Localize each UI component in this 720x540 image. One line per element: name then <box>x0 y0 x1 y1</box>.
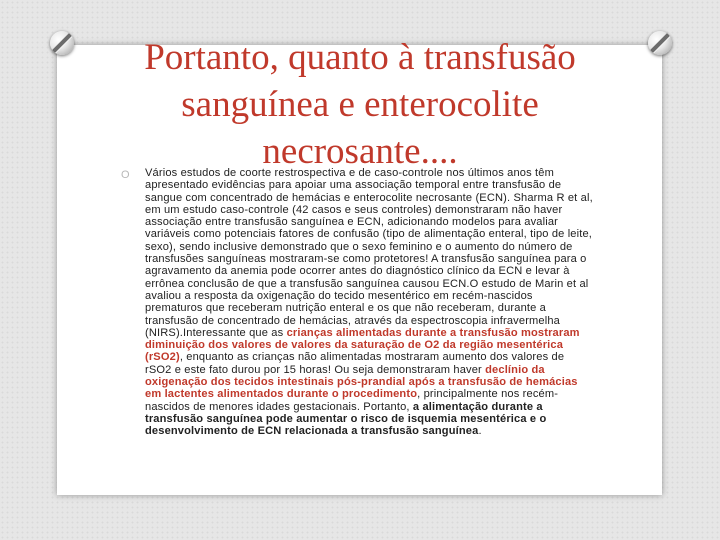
highlight-text-1: crianças alimentadas durante a transfusão mostraram diminuição dos valores de valores da saturação de O2 da região mesentérica (rSO2) <box>145 326 580 364</box>
slide-body <box>145 167 593 438</box>
bold-conclusion: a alimentação durante a transfusão sanguínea pode aumentar o risco de isquemia mesentérica e o desenvolvimento de ECN relacionada a transfusão sanguínea <box>145 400 547 438</box>
pushpin-icon <box>50 31 74 55</box>
slide-title: Portanto, quanto à transfusão sanguínea e enterocolite necrosante.... <box>144 37 576 172</box>
body-text-3: , principalmente nos recém-nascidos de menores idades gestacionais. Portanto, <box>145 388 559 413</box>
pushpin-icon <box>648 31 672 55</box>
bullet-marker: O <box>121 169 130 181</box>
body-text-4: . <box>478 425 482 438</box>
body-text-1: Vários estudos de coorte restrospectiva e de caso-controle nos últimos anos têm apresentado evidências para apoiar uma associação temporal entre transfusão de sangue com concentrado de hemácias e enterocolite necrosante (ECN). Sharma R et al, em um estudo caso-controle (42 casos e seus controles) demonstraram não haver associação entre transfusão sanguínea e ECN, adicionando modelos para avaliar variáveis como potenciais fatores de confusão (tipo de alimentação enteral, tipo de leite, sexo), sendo inclusive demonstrado que o sexo feminino e o aumento do número de transfusões sanguíneas mostraram-se como protetores! A transfusão sanguínea para o agravamento da anemia pode ocorrer antes do diagnóstico clínico da ECN e levar à errônea conclusão de que a transfusão sanguínea causou ECN.O estudo de Marin et al avaliou a resposta da oxigenação do tecido mesentérico em recém-nascidos prematuros que receberam nutrição enteral e os que não receberam, durante a transfusão de concentrado de hemácias, através da espectroscopia infravermelha (NIRS).Interessante que as <box>145 167 593 339</box>
body-text-2: , enquanto as crianças não alimentadas mostraram aumento dos valores de rSO2 e este fato durou por 15 horas! Ou seja demonstraram haver <box>145 351 565 376</box>
highlight-text-2: declínio da oxigenação dos tecidos intestinais pós-prandial após a transfusão de hemácias em lactentes alimentados durante o procedimento <box>145 363 578 401</box>
